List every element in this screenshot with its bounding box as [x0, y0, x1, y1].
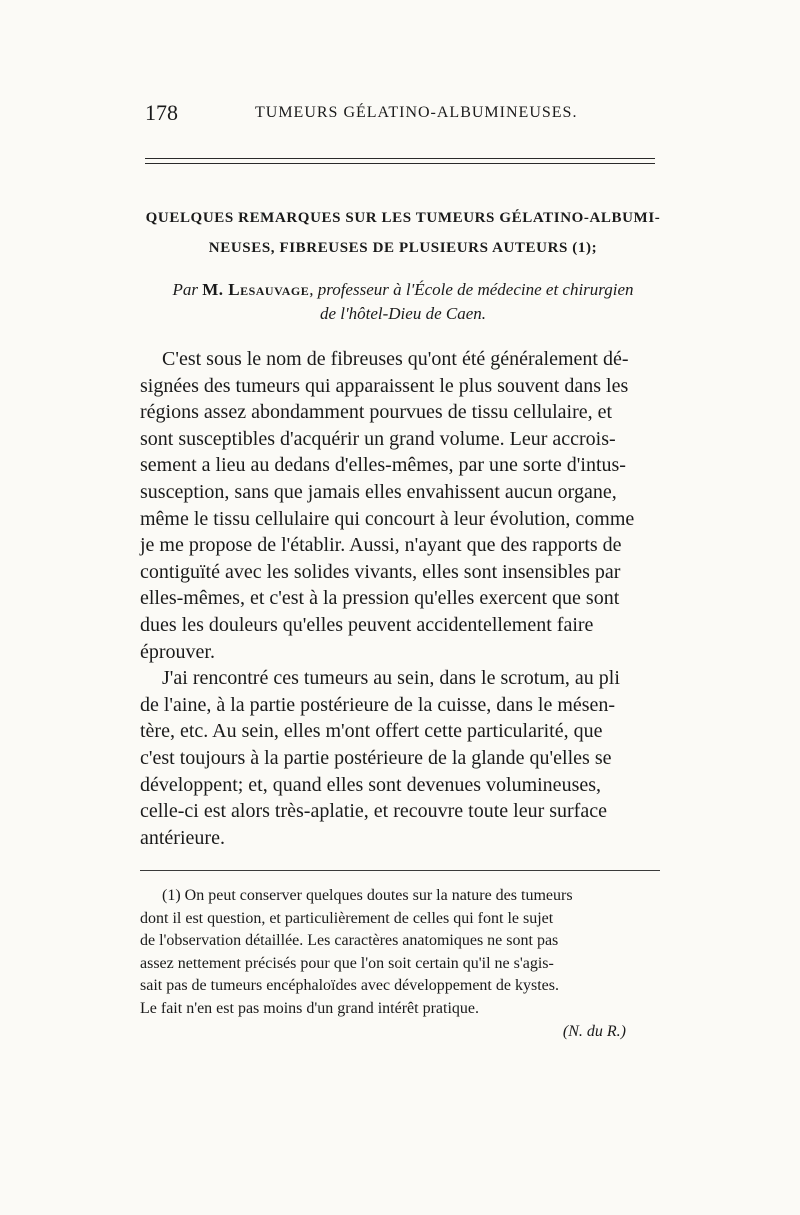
text-line: elles-mêmes, et c'est à la pression qu'elles exercent que sont — [140, 587, 620, 610]
text-line: tère, etc. Au sein, elles m'ont offert cette particularité, que — [140, 720, 603, 743]
author-affiliation: , professeur à l'École de médecine et chirurgien — [309, 280, 634, 299]
text-line: même le tissu cellulaire qui concourt à leur évolution, comme — [140, 507, 635, 530]
text-line: celle-ci est alors très-aplatie, et recouvre toute leur surface — [140, 800, 607, 823]
page-number: 178 — [145, 100, 178, 125]
page-header — [145, 100, 665, 130]
text-line: de l'aine, à la partie postérieure de la cuisse, dans le mésen- — [140, 693, 616, 716]
text-line: éprouver. — [140, 640, 215, 663]
footnote-line: dont il est question, et particulièrement de celles qui font le sujet — [140, 909, 554, 927]
body-text — [140, 346, 666, 851]
author-name: M. Lesauvage — [202, 280, 310, 299]
footnote-line: de l'observation détaillée. Les caractères anatomiques ne sont pas — [140, 932, 559, 950]
header-rule — [145, 158, 655, 159]
text-line: régions assez abondamment pourvues de tissu cellulaire, et — [140, 401, 613, 424]
text-line: sement a lieu au dedans d'elles-mêmes, par une sorte d'intus- — [140, 454, 626, 477]
text-line: susception, sans que jamais elles envahissent aucun organe, — [140, 480, 617, 503]
header-rule-thin — [145, 163, 655, 164]
text-line: c'est toujours à la partie postérieure de la glande qu'elles se — [140, 746, 612, 769]
text-line: dues les douleurs qu'elles peuvent accidentellement faire — [140, 613, 594, 636]
text-line: je me propose de l'établir. Aussi, n'ayant que des rapports de — [140, 534, 622, 557]
text-line: antérieure. — [140, 826, 225, 849]
byline — [140, 278, 666, 326]
footnote-signature: (N. du R.) — [562, 1022, 626, 1040]
paragraph — [140, 665, 666, 851]
byline-prefix: Par — [172, 280, 203, 299]
text-line: développent; et, quand elles sont devenues volumineuses, — [140, 773, 602, 796]
text-line: sont susceptibles d'acquérir un grand volume. Leur accrois- — [140, 427, 616, 450]
paragraph — [140, 346, 666, 665]
footnote-line: (1) On peut conserver quelques doutes sur la nature des tumeurs — [162, 887, 573, 904]
text-line: J'ai rencontré ces tumeurs au sein, dans le scrotum, au pli — [162, 667, 620, 690]
article-title-line: QUELQUES REMARQUES SUR LES TUMEURS GÉLATINO-ALBUMI- — [145, 210, 661, 226]
running-title: TUMEURS GÉLATINO-ALBUMINEUSES. — [255, 104, 578, 121]
footnote-line: Le fait n'en est pas moins d'un grand intérêt pratique. — [140, 999, 479, 1017]
author-affiliation-cont: de l'hôtel-Dieu de Caen. — [319, 304, 487, 323]
article-title — [138, 203, 668, 263]
text-line: C'est sous le nom de fibreuses qu'ont été généralement dé- — [162, 348, 629, 370]
byline-line — [140, 278, 666, 302]
footnote — [140, 885, 666, 1043]
article-title-line: NEUSES, FIBREUSES DE PLUSIEURS AUTEURS (1); — [208, 240, 598, 256]
text-line: contiguïté avec les solides vivants, elles sont insensibles par — [140, 560, 621, 583]
footnote-line: sait pas de tumeurs encéphaloïdes avec développement de kystes. — [140, 977, 559, 995]
text-line: signées des tumeurs qui apparaissent le plus souvent dans les — [140, 374, 629, 397]
footnote-rule — [140, 870, 660, 871]
footnote-line: assez nettement précisés pour que l'on soit certain qu'il ne s'agis- — [140, 954, 554, 972]
